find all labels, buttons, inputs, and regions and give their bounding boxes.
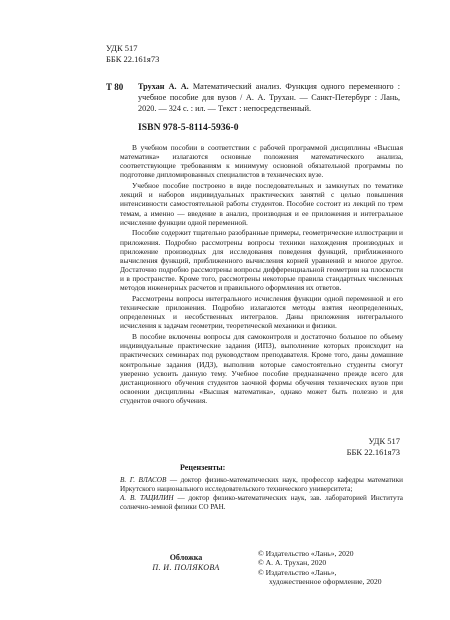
reviewer-name: В. Г. ВЛАСОВ xyxy=(120,476,167,484)
bbk-code: ББК 22.161я73 xyxy=(346,447,400,457)
author-name: Трухан А. А. xyxy=(138,82,189,91)
udk-code: УДК 517 xyxy=(106,43,138,53)
cutter-code: Т 80 xyxy=(106,82,124,92)
abstract-text xyxy=(120,143,403,405)
classification-top xyxy=(106,43,159,65)
cover-label: Обложка xyxy=(169,553,203,562)
udk-code: УДК 517 xyxy=(368,436,400,446)
bbk-code: ББК 22.161я73 xyxy=(106,54,160,64)
reviewer-name: А. В. ТАЦИЛИН xyxy=(120,494,174,502)
reviewer-credentials: — доктор физико-математических наук, зав. лабораторией Института солнечно-земной физики СО РАН. xyxy=(120,494,403,511)
copyright-line: © Издательство «Лань», 2020 xyxy=(258,549,354,558)
bibliographic-description: Математический анализ. Функция одного переменного : учебное пособие для вузов / А. А. Трухан. — Санкт-Петербург : Лань, 2020. — 324 с. : ил. — Текст : непосредственный. xyxy=(138,82,401,114)
copyright-line: художественное оформление, 2020 xyxy=(269,577,382,587)
abstract-paragraph: Учебное пособие построено в виде последовательных и замкнутых по тематике лекций и наборов индивидуальных практических занятий с целью повышения интенсивности самостоятельной работы студентов. Пособие состоит из лекций по трем темам, а именно — введение в анализ, производная и ее приложения и интегральное исчисление функции одной переменной. xyxy=(120,181,403,227)
cover-designer: П. И. ПОЛЯКОВА xyxy=(152,563,220,572)
reviewer-credentials: — доктор физико-математических наук, профессор кафедры математики Иркутского национального исследовательского технического университета; xyxy=(120,476,403,493)
classification-bottom xyxy=(330,436,400,458)
abstract-paragraph: В учебном пособии в соответствии с рабочей программой дисциплины «Высшая математика» излагаются основные положения математического анализа, соответствующие требованиям к минимуму основной обязательной программы по подготовке дипломированных специалистов в технических вузе. xyxy=(120,143,403,180)
copyright-line: © Издательство «Лань», xyxy=(258,567,337,577)
abstract-paragraph: В пособие включены вопросы для самоконтроля и достаточно большое по объему индивидуальные практические задания (ИПЗ), выполнение которых происходит на практических семинарах под руководством преподавателя. Кроме того, даны домашние контрольные задания (ИДЗ), выполнив которые самостоятельно студенты смогут уверенно усвоить данную тему. Учебное пособие предназначено прежде всего для дистанционного обучения студентов заочной формы обучения технических вузов при освоении дисциплины «Высшая математика», однако может быть полезно и для студентов очного обучения. xyxy=(120,332,403,406)
reviewers-heading: Рецензенты: xyxy=(180,463,226,472)
cover-credit xyxy=(140,553,232,573)
reviewers-list xyxy=(120,476,403,512)
reviewer-entry xyxy=(120,494,403,512)
reviewer-entry xyxy=(120,476,403,494)
copyright-block xyxy=(258,549,408,587)
abstract-paragraph: Пособие содержит тщательно разобранные примеры, геометрические иллюстрации и приложения. Подробно рассмотрены вопросы техники нахождения производных и приложение производных для исследования поведения функций, приближенного вычисления функций, приближенного вычисления корней уравнений и многое другое. Достаточно подробно рассмотрены вопросы дифференциальной геометрии на плоскости и в пространстве. Кроме того, рассмотрены некоторые правила стандартных численных методов инженерных расчетов и правильного оформления их ответов. xyxy=(120,228,403,293)
copyright-line: © А. А. Трухан, 2020 xyxy=(258,558,327,568)
bibliographic-record xyxy=(138,81,400,115)
abstract-paragraph: Рассмотрены вопросы интегрального исчисления функции одной переменной и его технические приложения. Подробно излагаются методы взятия неопределенных, определенных и несобственных интегралов. Даны приложения интегрального исчисления к задачам геометрии, теоретической механики и физики. xyxy=(120,294,403,331)
isbn-number: ISBN 978-5-8114-5936-0 xyxy=(138,123,239,133)
